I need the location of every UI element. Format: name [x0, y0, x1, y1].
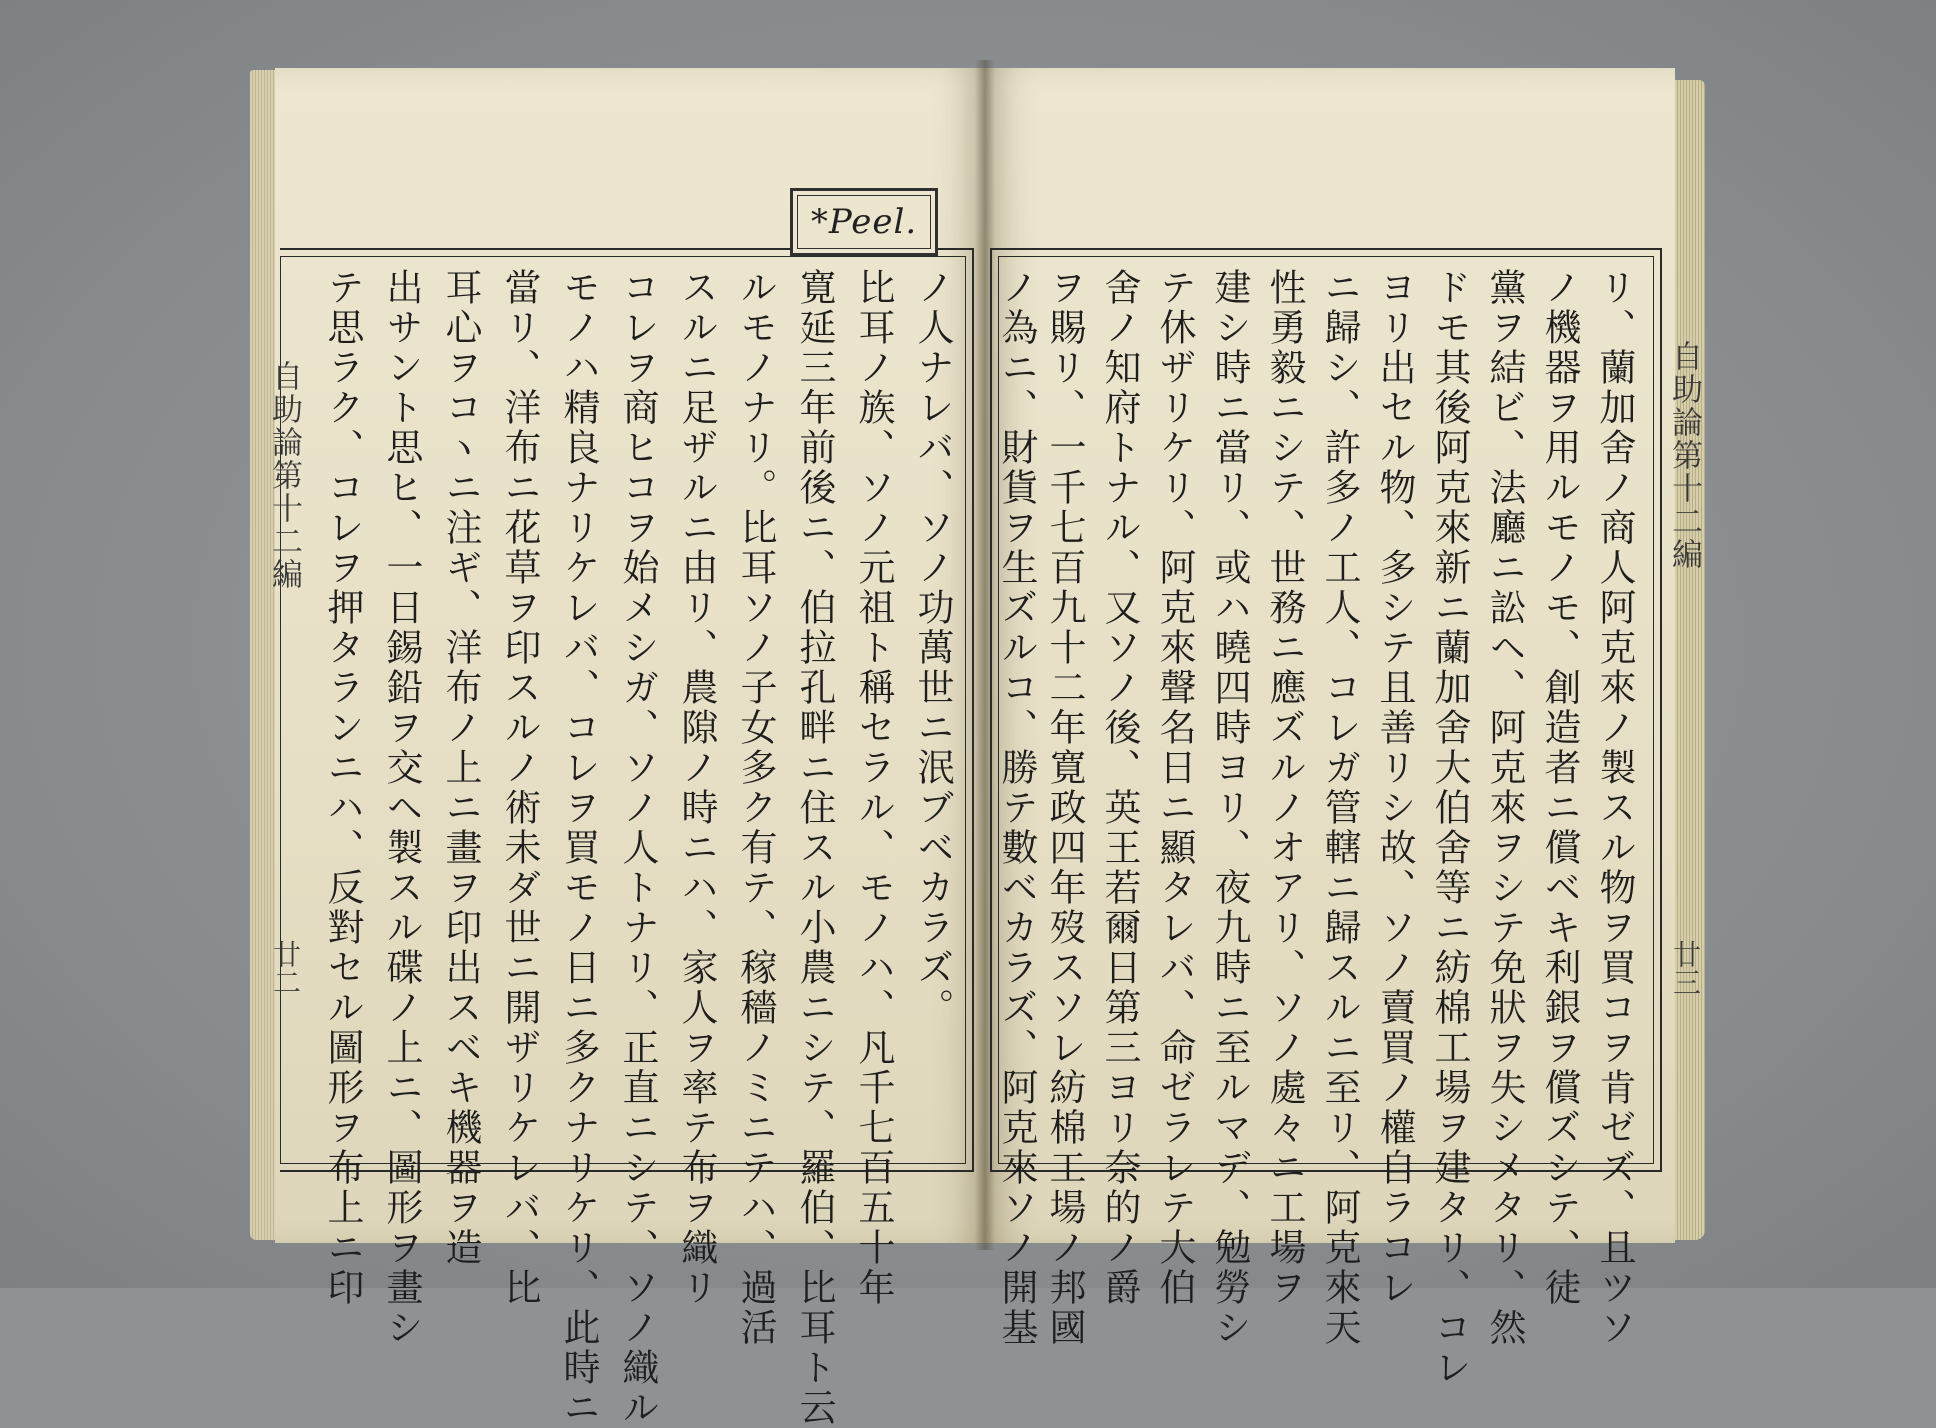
- left-column: ノ人ナレバ、ソノ功萬世ニ泯ブベカラズ。: [911, 268, 954, 1028]
- left-column: 寛延三年前後ニ、伯拉孔畔ニ住スル小農ニシテ、羅伯、比耳ト云: [793, 268, 836, 1428]
- left-column: スルニ足ザルニ由リ、農隙ノ時ニハ、家人ヲ率テ布ヲ織リ: [675, 268, 718, 1308]
- right-column: テ休ザリケリ、阿克來聲名日ニ顯タレバ、命ゼラレテ大伯: [1153, 268, 1196, 1308]
- right-page-number: 廿三: [1669, 940, 1702, 996]
- right-column: ニ歸シ、許多ノ工人、コレガ管轄ニ歸スルニ至リ、阿克來天: [1318, 268, 1361, 1348]
- left-column: コレヲ商ヒコヲ始メシガ、ソノ人トナリ、正直ニシテ、ソノ織ル: [616, 268, 659, 1428]
- right-column: ヨリ出セル物、多シテ且善リシ故、ソノ賣買ノ權自ラコレ: [1373, 268, 1416, 1308]
- right-column: 舍ノ知府トナル、又ソノ後、英王若爾日第三ヨリ奈的ノ爵: [1098, 268, 1141, 1308]
- right-column: ノ為ニ、財貨ヲ生ズルコ、勝テ數ベカラズ、阿克來ソノ開基: [995, 268, 1038, 1348]
- annotation-text: *Peel.: [810, 202, 918, 242]
- right-margin-title: 自助論第十二編: [1666, 340, 1702, 571]
- left-column: 比耳ノ族、ソノ元祖ト稱セラル、モノハ、凡千七百五十年: [852, 268, 895, 1308]
- left-column: 耳心ヲコヽニ注ギ、洋布ノ上ニ畫ヲ印出スベキ機器ヲ造: [439, 268, 482, 1268]
- right-column: 性勇毅ニシテ、世務ニ應ズルノオアリ、ソノ處々ニ工場ヲ: [1263, 268, 1306, 1308]
- left-column: テ思ラク、コレヲ押タランニハ、反對セル圖形ヲ布上ニ印: [321, 268, 364, 1308]
- right-column: ノ機器ヲ用ルモノモ、創造者ニ償ベキ利銀ヲ償ズシテ、徒: [1538, 268, 1581, 1308]
- right-column: ヲ賜リ、一千七百九十二年寛政四年歿スソレ紡棉工場ノ邦國: [1043, 268, 1086, 1348]
- left-margin-title: 自助論第十二編: [266, 360, 302, 591]
- left-column: ルモノナリ。比耳ソノ子女多ク有テ、稼穡ノミニテハ、過活: [734, 268, 777, 1348]
- left-page-number: 廿二: [269, 940, 302, 996]
- right-column: 黨ヲ結ビ、法廳ニ訟ヘ、阿克來ヲシテ免狀ヲ失シメタリ、然: [1483, 268, 1526, 1348]
- left-column: 當リ、洋布ニ花草ヲ印スルノ術未ダ世ニ開ザリケレバ、比: [498, 268, 541, 1308]
- right-column: リ、蘭加舍ノ商人阿克來ノ製スル物ヲ買コヲ肯ゼズ、且ツソ: [1593, 268, 1636, 1348]
- right-column: 建シ時ニ當リ、或ハ曉四時ヨリ、夜九時ニ至ルマデ、勉勞シ: [1208, 268, 1251, 1348]
- annotation-box: [790, 188, 938, 256]
- left-column: モノハ精良ナリケレバ、コレヲ買モノ日ニ多クナリケリ、此時ニ: [557, 268, 600, 1428]
- right-column: ドモ其後阿克來新ニ蘭加舍大伯舍等ニ紡棉工場ヲ建タリ、コレ: [1428, 268, 1471, 1388]
- left-column: 出サント思ヒ、一日錫鉛ヲ交ヘ製スル碟ノ上ニ、圖形ヲ畫シ: [380, 268, 423, 1348]
